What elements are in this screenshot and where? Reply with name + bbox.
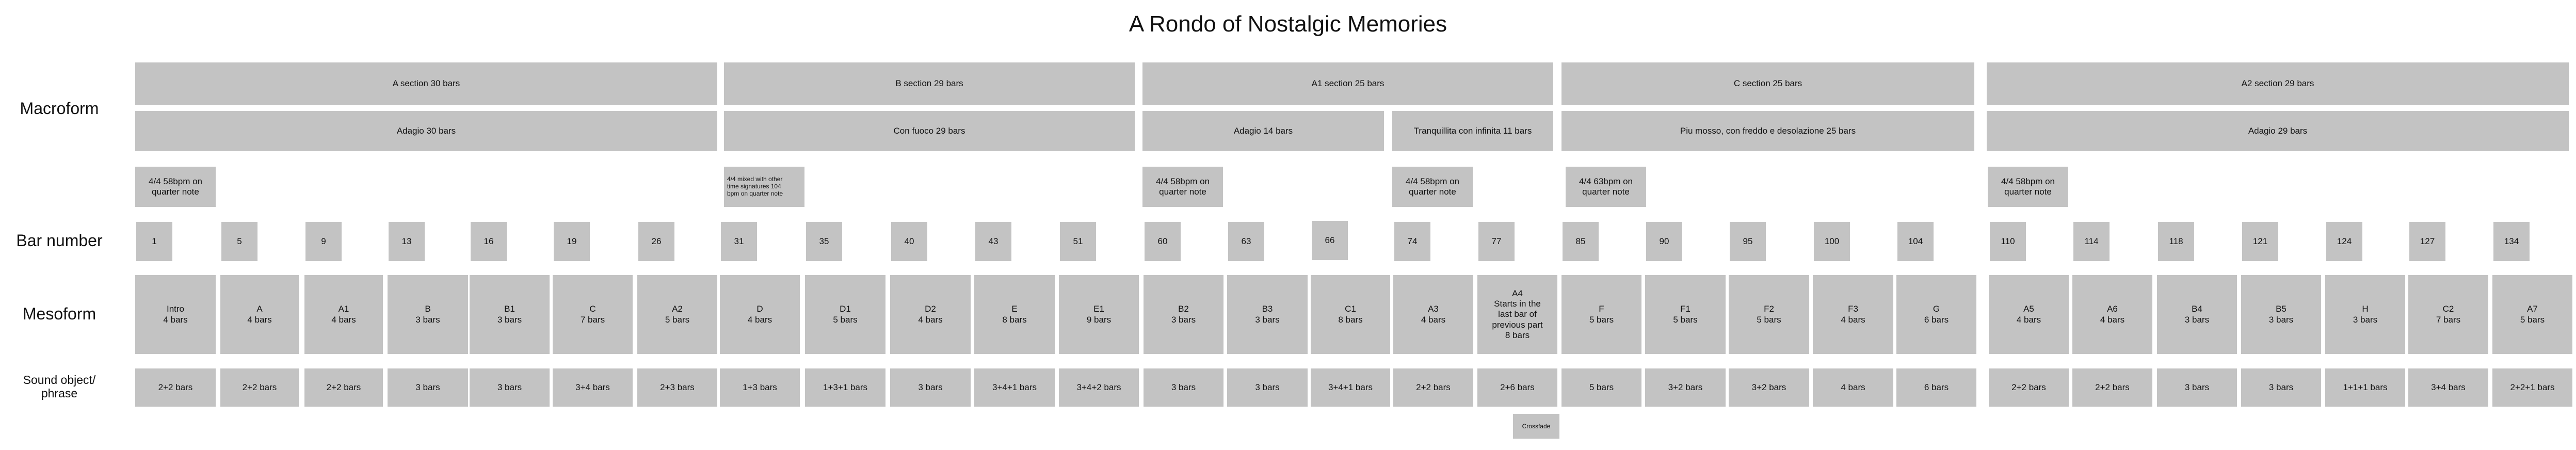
mesoform-box: A5 4 bars (1989, 275, 2069, 354)
meter-box: 4/4 58bpm on quarter note (1988, 167, 2068, 207)
bar-number-box: 1 (136, 222, 172, 261)
phrase-box: 3+4 bars (553, 368, 633, 407)
phrase-box: 3+4+2 bars (1059, 368, 1139, 407)
mesoform-box: A2 5 bars (637, 275, 717, 354)
phrase-box: 2+2 bars (135, 368, 216, 407)
bar-number-box: 90 (1646, 222, 1682, 261)
bar-number-box: 110 (1990, 222, 2026, 261)
bar-number-box: 74 (1394, 222, 1430, 261)
section-a1: A1 section 25 bars (1142, 62, 1553, 105)
mesoform-box: F 5 bars (1561, 275, 1641, 354)
mesoform-box: B4 3 bars (2157, 275, 2237, 354)
phrase-box: 3 bars (470, 368, 550, 407)
phrase-box: 2+2 bars (1989, 368, 2069, 407)
bar-number-box: 26 (638, 222, 674, 261)
row-label-sound-object: Sound object/ phrase (23, 373, 96, 400)
mesoform-box: C2 7 bars (2408, 275, 2488, 354)
mesoform-box: C1 8 bars (1311, 275, 1390, 354)
bar-number-box: 16 (471, 222, 507, 261)
mesoform-box: A 4 bars (220, 275, 299, 354)
bar-number-box: 63 (1228, 222, 1264, 261)
bar-number-box: 77 (1478, 222, 1515, 261)
phrase-box: 3 bars (1144, 368, 1223, 407)
phrase-box: 3 bars (1227, 368, 1308, 407)
section-c: C section 25 bars (1561, 62, 1974, 105)
bar-number-box: 118 (2158, 222, 2194, 261)
bar-number-box: 13 (389, 222, 425, 261)
bar-number-box: 95 (1730, 222, 1766, 261)
section-a2: A2 section 29 bars (1987, 62, 2569, 105)
mesoform-box: F2 5 bars (1729, 275, 1809, 354)
mesoform-box: F3 4 bars (1813, 275, 1893, 354)
mesoform-box: B2 3 bars (1144, 275, 1223, 354)
mesoform-box: A3 4 bars (1393, 275, 1473, 354)
phrase-box: 3+4+1 bars (1311, 368, 1390, 407)
phrase-box: 3+2 bars (1645, 368, 1726, 407)
mesoform-box: D2 4 bars (890, 275, 971, 354)
mesoform-box: B3 3 bars (1227, 275, 1308, 354)
mesoform-box: G 6 bars (1896, 275, 1976, 354)
bar-number-box: 40 (891, 222, 927, 261)
bar-number-box: 100 (1814, 222, 1850, 261)
phrase-box: 3+2 bars (1729, 368, 1809, 407)
phrase-box: 2+2 bars (1393, 368, 1473, 407)
phrase-box: 1+3+1 bars (805, 368, 886, 407)
phrase-box: 3+4+1 bars (974, 368, 1055, 407)
mesoform-box: E1 9 bars (1059, 275, 1139, 354)
tempo-section: Con fuoco 29 bars (724, 111, 1135, 151)
phrase-box: 1+3 bars (720, 368, 800, 407)
mesoform-box: A6 4 bars (2072, 275, 2152, 354)
mesoform-box: C 7 bars (553, 275, 633, 354)
phrase-box: 3 bars (2157, 368, 2237, 407)
phrase-box: 2+6 bars (1477, 368, 1557, 407)
bar-number-box: 104 (1897, 222, 1934, 261)
mesoform-box: D 4 bars (720, 275, 800, 354)
tempo-section: Tranquillita con infinita 11 bars (1392, 111, 1553, 151)
row-label-mesoform: Mesoform (22, 304, 96, 323)
meter-box: 4/4 63bpm on quarter note (1566, 167, 1646, 207)
mesoform-box: E 8 bars (974, 275, 1055, 354)
section-b: B section 29 bars (724, 62, 1135, 105)
mesoform-box: B1 3 bars (470, 275, 550, 354)
phrase-box: 3 bars (890, 368, 971, 407)
bar-number-box: 19 (554, 222, 590, 261)
bar-number-box: 35 (806, 222, 842, 261)
phrase-box: 1+1+1 bars (2325, 368, 2405, 407)
mesoform-box: A7 5 bars (2492, 275, 2572, 354)
bar-number-box: 121 (2242, 222, 2278, 261)
meter-box: 4/4 58bpm on quarter note (1392, 167, 1473, 207)
tempo-section: Piu mosso, con freddo e desolazione 25 bars (1561, 111, 1974, 151)
row-label-macroform: Macroform (20, 99, 99, 118)
tempo-section: Adagio 29 bars (1987, 111, 2569, 151)
phrase-box: 2+2+1 bars (2492, 368, 2572, 407)
mesoform-box: F1 5 bars (1645, 275, 1726, 354)
bar-number-box: 9 (305, 222, 342, 261)
bar-number-box: 124 (2326, 222, 2362, 261)
bar-number-box: 31 (721, 222, 757, 261)
bar-number-box: 134 (2493, 222, 2530, 261)
mesoform-box: D1 5 bars (805, 275, 886, 354)
phrase-box: 4 bars (1813, 368, 1893, 407)
meter-box: 4/4 58bpm on quarter note (1142, 167, 1223, 207)
bar-number-box: 51 (1060, 222, 1096, 261)
phrase-box: 3+4 bars (2408, 368, 2488, 407)
mesoform-box: B 3 bars (388, 275, 468, 354)
phrase-box: 2+2 bars (304, 368, 383, 407)
row-label-bar-number: Bar number (16, 231, 103, 250)
phrase-box: 3 bars (2241, 368, 2321, 407)
mesoform-box: B5 3 bars (2241, 275, 2321, 354)
tempo-section: Adagio 30 bars (135, 111, 717, 151)
tempo-section: Adagio 14 bars (1142, 111, 1384, 151)
phrase-box: 2+2 bars (220, 368, 299, 407)
diagram-title: A Rondo of Nostalgic Memories (1129, 11, 1447, 37)
bar-number-box: 43 (975, 222, 1011, 261)
phrase-box: 6 bars (1896, 368, 1976, 407)
phrase-box: 5 bars (1561, 368, 1641, 407)
meter-box: 4/4 58bpm on quarter note (135, 167, 216, 207)
bar-number-box: 114 (2073, 222, 2110, 261)
bar-number-box: 5 (221, 222, 257, 261)
bar-number-box: 66 (1312, 221, 1348, 260)
mesoform-box: A1 4 bars (304, 275, 383, 354)
meter-box: 4/4 mixed with other time signatures 104 bpm on quarter note (724, 167, 804, 207)
bar-number-box: 85 (1563, 222, 1599, 261)
phrase-box: 2+3 bars (637, 368, 717, 407)
mesoform-box: Intro 4 bars (135, 275, 216, 354)
crossfade-box: Crossfade (1513, 414, 1559, 439)
section-a: A section 30 bars (135, 62, 717, 105)
bar-number-box: 60 (1145, 222, 1181, 261)
phrase-box: 3 bars (388, 368, 468, 407)
phrase-box: 2+2 bars (2072, 368, 2152, 407)
mesoform-box: A4 Starts in the last bar of previous part 8 bars (1477, 275, 1557, 354)
bar-number-box: 127 (2409, 222, 2445, 261)
mesoform-box: H 3 bars (2325, 275, 2405, 354)
